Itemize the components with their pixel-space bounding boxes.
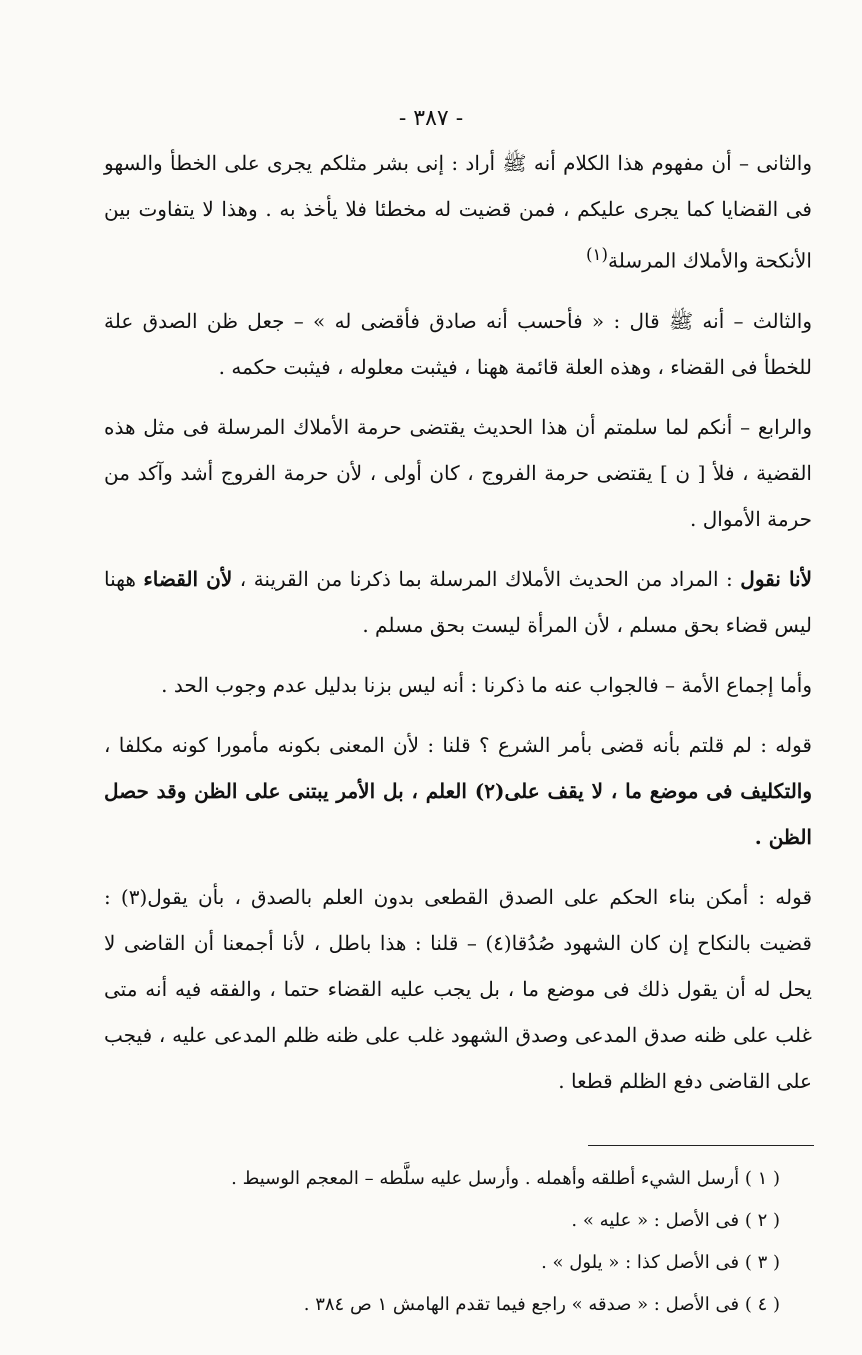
paragraph-text: : المراد من الحديث الأملاك المرسلة بما ذكرنا من القرينة ، bbox=[232, 566, 741, 591]
paragraph-judgment-basis bbox=[104, 874, 812, 1104]
footnote-3: ( ٣ ) فى الأصل كذا : « يلول » . bbox=[541, 1252, 780, 1273]
bold-phrase: والتكليف فى موضع ما ، لا يقف على(٢) العلم ، بل الأمر يبتنى على الظن وقد حصل الظن . bbox=[104, 778, 813, 849]
paragraph-text: قوله : أمكن بناء الحكم على الصدق القطعى بدون العلم بالصدق ، بأن يقول(٣) : قضيت بالنكاح إن كان الشهود صُدُقا(٤) – قلنا : هذا باطل ، لأنا أجمعنا أن القاضى لا يحل له أن يقول ذلك فى موضع ما ، بل يجب عليه القضاء حتما ، والفقه فيه أنه متى غلب على ظنه صدق المدعى وصدق الشهود غلب على ظنه ظلم المدعى عليه ، فيجب على القاضى دفع الظلم قطعا . bbox=[104, 884, 813, 1093]
paragraph-reply bbox=[104, 556, 812, 648]
paragraph-text: والثالث – أنه ﷺ قال : « فأحسب أنه صادق فأقضى له » – جعل ظن الصدق علة للخطأ فى القضاء ، وهذه العلة قائمة ههنا ، فيثبت معلوله ، فيثبت حكمه . bbox=[104, 308, 813, 379]
paragraph-text: ههنا ليس قضاء بحق مسلم ، لأن المرأة ليست بحق مسلم . bbox=[104, 566, 812, 637]
paragraph-consensus bbox=[104, 662, 812, 708]
paragraph-text: قوله : لم قلتم بأنه قضى بأمر الشرع ؟ قلنا : لأن المعنى بكونه مأمورا كونه مكلفا ، bbox=[104, 732, 812, 757]
paragraph-third-argument bbox=[104, 298, 812, 390]
paragraph-fourth-argument bbox=[104, 404, 812, 542]
page-number: - ٣٨٧ - bbox=[398, 106, 464, 131]
footnote-ref-1: (١) bbox=[586, 245, 608, 264]
footnote-2: ( ٢ ) فى الأصل : « عليه » . bbox=[571, 1210, 780, 1231]
paragraph-text: والرابع – أنكم لما سلمتم أن هذا الحديث يقتضى حرمة الأملاك المرسلة فى مثل هذه القضية ، فلأ [ ن ] يقتضى حرمة الفروج ، كان أولى ، لأن حرمة الفروج أشد وآكد من حرمة الأموال . bbox=[104, 414, 812, 531]
footnote-divider bbox=[588, 1145, 814, 1146]
paragraph-command-of-law bbox=[104, 722, 812, 860]
paragraph-text: والثانى – أن مفهوم هذا الكلام أنه ﷺ أراد : إنى بشر مثلكم يجرى على الخطأ والسهو فى القضايا كما يجرى عليكم ، فمن قضيت له مخطئا فلا يأخذ به . وهذا لا يتفاوت بين الأنكحة والأملاك المرسلة bbox=[104, 151, 812, 273]
bold-phrase: لأن القضاء bbox=[143, 566, 233, 591]
footnote-4: ( ٤ ) فى الأصل : « صدقه » راجع فيما تقدم الهامش ١ ص ٣٨٤ . bbox=[303, 1294, 780, 1315]
main-text bbox=[104, 140, 812, 1118]
footnote-1: ( ١ ) أرسل الشيء أطلقه وأهمله . وأرسل عليه سلَّطه – المعجم الوسيط . bbox=[231, 1168, 780, 1189]
bold-phrase: لأنا نقول bbox=[740, 566, 813, 591]
paragraph-text: وأما إجماع الأمة – فالجواب عنه ما ذكرنا : أنه ليس بزنا بدليل عدم وجوب الحد . bbox=[161, 672, 812, 697]
footnotes bbox=[104, 1158, 780, 1326]
paragraph-second-argument bbox=[104, 140, 812, 284]
